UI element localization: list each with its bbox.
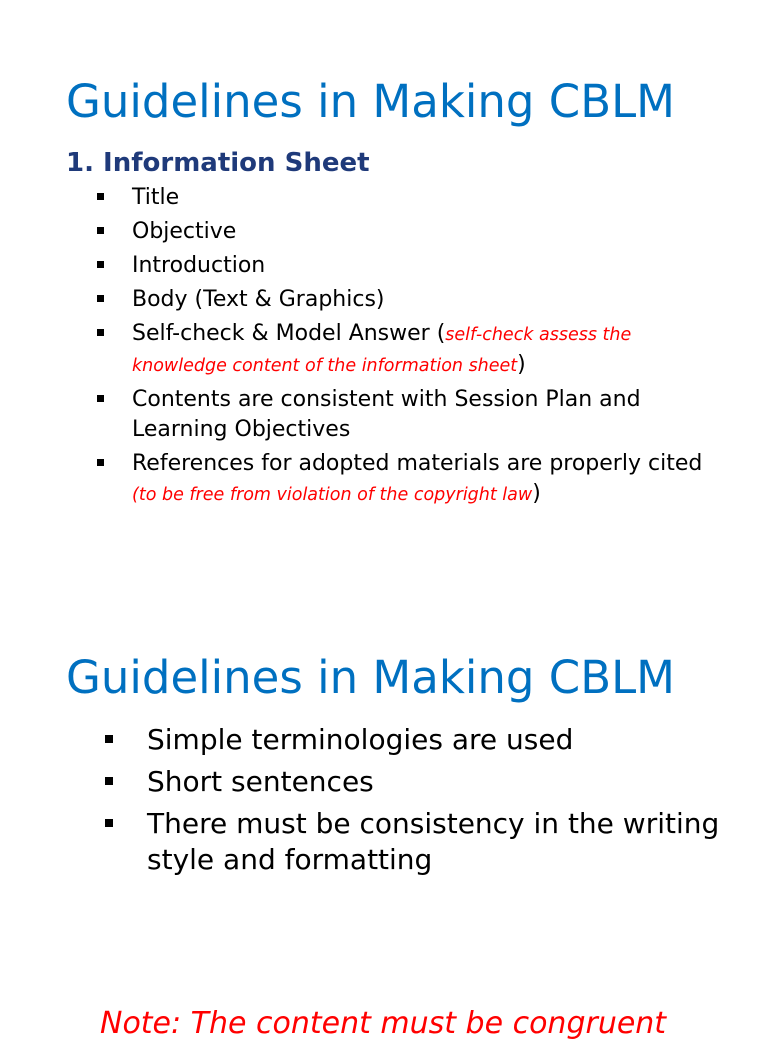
- list-item-text: Short sentences: [147, 765, 374, 798]
- square-bullet-icon: [105, 777, 113, 785]
- square-bullet-icon: [105, 819, 113, 827]
- list-item: [105, 806, 725, 878]
- list-item-close-paren: ): [517, 352, 526, 377]
- list-item-text: Introduction: [132, 253, 266, 278]
- square-bullet-icon: [105, 735, 113, 743]
- square-bullet-icon: [97, 395, 104, 402]
- list-item: [97, 183, 707, 213]
- list-item: [97, 251, 707, 281]
- list-item: [105, 722, 725, 758]
- list-item-note: (to be free from violation of the copyright law: [132, 485, 533, 505]
- list-item: [97, 285, 707, 315]
- slide-2-title: Guidelines in Making CBLM: [66, 651, 675, 704]
- square-bullet-icon: [97, 329, 104, 336]
- list-item-text: Title: [132, 185, 180, 210]
- writing-guidelines-list: [105, 722, 725, 884]
- list-item-text: There must be consistency in the writing style and formatting: [147, 807, 720, 876]
- content-note: Note: The content must be congruent: [100, 1006, 667, 1041]
- square-bullet-icon: [97, 459, 104, 466]
- square-bullet-icon: [97, 227, 104, 234]
- list-item-note: self-check assess the knowledge content of the information sheet: [132, 325, 632, 376]
- list-item: [97, 319, 707, 381]
- list-item-text: Simple terminologies are used: [147, 723, 574, 756]
- list-item: [97, 449, 707, 510]
- square-bullet-icon: [97, 193, 104, 200]
- list-item-text: Contents are consistent with Session Plan and Learning Objectives: [132, 387, 641, 442]
- information-sheet-list: [97, 183, 707, 514]
- list-item: [97, 385, 707, 445]
- slide-1-title: Guidelines in Making CBLM: [66, 75, 675, 128]
- list-item-text: References for adopted materials are properly cited: [132, 451, 703, 476]
- list-item-text: Self-check & Model Answer (: [132, 321, 446, 346]
- list-item: [105, 764, 725, 800]
- list-item-text: Body (Text & Graphics): [132, 287, 385, 312]
- list-item: [97, 217, 707, 247]
- list-item-text: Objective: [132, 219, 237, 244]
- square-bullet-icon: [97, 295, 104, 302]
- information-sheet-heading: 1. Information Sheet: [66, 148, 370, 178]
- square-bullet-icon: [97, 261, 104, 268]
- list-item-close-paren: ): [532, 481, 541, 506]
